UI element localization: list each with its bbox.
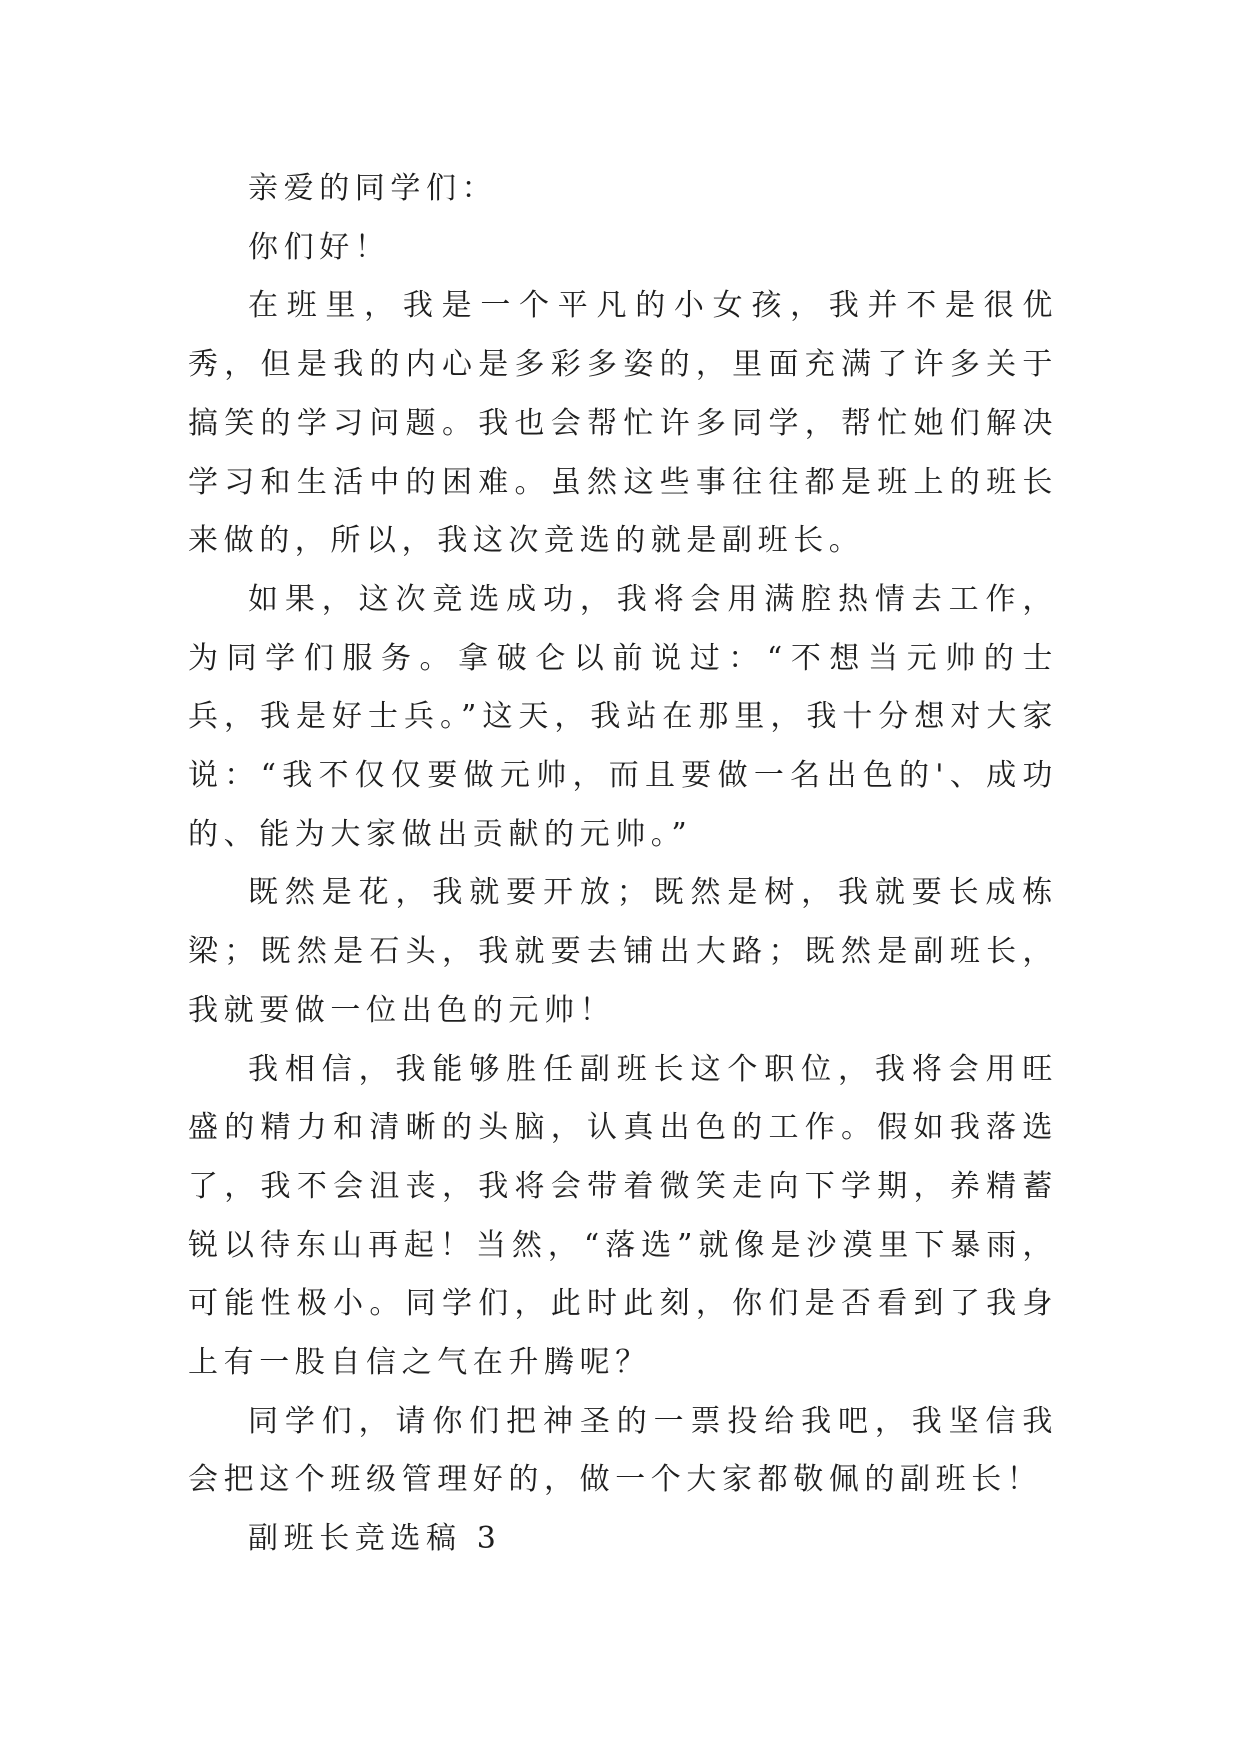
body-paragraph: 在班里，我是一个平凡的小女孩，我并不是很优秀，但是我的内心是多彩多姿的，里面充满了许多关于搞笑的学习问题。我也会帮忙许多同学，帮忙她们解决学习和生活中的困难。虽然这些事往往都是班上的班长来做的，所以，我这次竞选的就是副班长。 (188, 288, 1058, 559)
salutation: 亲爱的同学们： (248, 171, 498, 206)
section-heading: 副班长竞选稿 3 (248, 1521, 502, 1557)
body-paragraph: 既然是花，我就要开放；既然是树，我就要长成栋梁；既然是石头，我就要去铺出大路；既然是副班长，我就要做一位出色的元帅！ (188, 875, 1058, 1028)
greeting: 你们好！ (248, 229, 391, 265)
body-paragraph: 如果，这次竞选成功，我将会用满腔热情去工作，为同学们服务。拿破仑以前说过：“不想当元帅的士兵，我是好士兵。”这天，我站在那里，我十分想对大家说：“我不仅仅要做元帅，而且要做一名出色的'、成功的、能为大家做出贡献的元帅。” (188, 581, 1058, 852)
body-paragraph: 我相信，我能够胜任副班长这个职位，我将会用旺盛的精力和清晰的头脑，认真出色的工作。假如我落选了，我不会沮丧，我将会带着微笑走向下学期，养精蓄锐以待东山再起！当然，“落选”就像是沙漠里下暴雨，可能性极小。同学们，此时此刻，你们是否看到了我身上有一股自信之气在升腾呢？ (188, 1051, 1058, 1381)
document-page (188, 160, 1058, 1569)
body-paragraph: 同学们，请你们把神圣的一票投给我吧，我坚信我会把这个班级管理好的，做一个大家都敬佩的副班长！ (188, 1403, 1058, 1498)
